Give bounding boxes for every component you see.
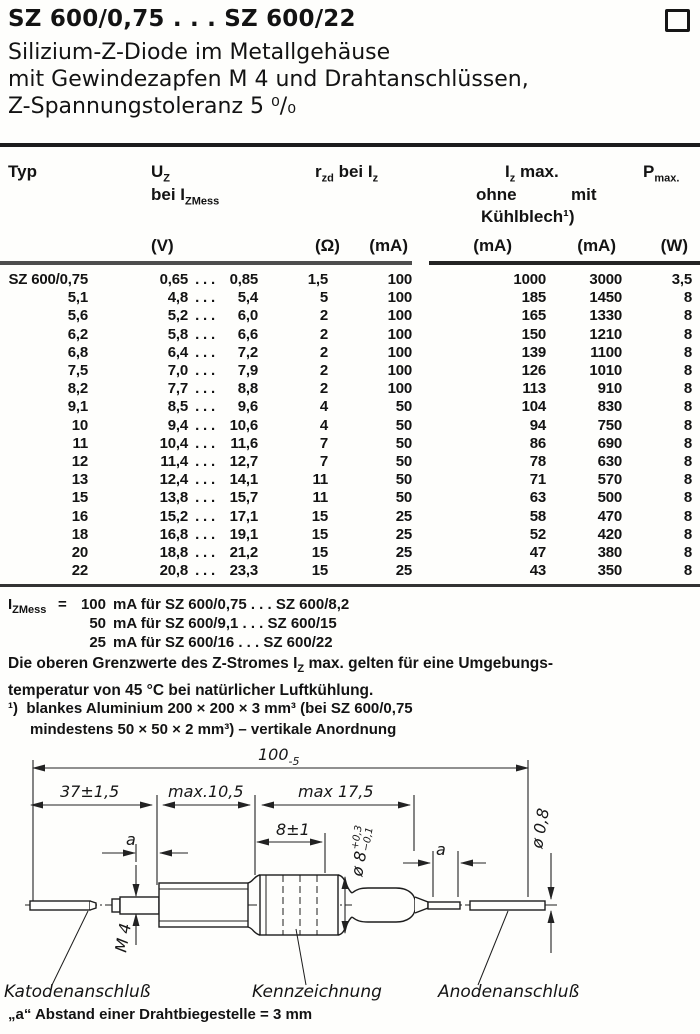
cell-dots: . . . xyxy=(195,362,215,380)
cell-mit: 470 xyxy=(597,507,622,525)
flare-top xyxy=(248,875,260,883)
device-outline xyxy=(25,875,560,935)
cell-typ: 10 xyxy=(71,416,88,434)
bead-body xyxy=(352,888,415,922)
cell-iz: 100 xyxy=(387,307,412,325)
cell-iz: 100 xyxy=(387,289,412,307)
cell-uz_min: 5,8 xyxy=(167,325,188,343)
divider-rule xyxy=(0,143,700,147)
unit-ohm: (Ω) xyxy=(315,236,340,255)
cell-mit: 1450 xyxy=(589,289,622,307)
cell-pmax: 8 xyxy=(683,343,692,361)
cell-pmax: 8 xyxy=(683,544,692,562)
table-row xyxy=(8,562,692,580)
bead-wire xyxy=(428,902,460,909)
cell-ohne: 71 xyxy=(529,471,546,489)
cell-pmax: 8 xyxy=(683,525,692,543)
col-uz-cond: bei $I_{ZMess}$ xyxy=(151,185,220,208)
stub-step xyxy=(112,899,120,912)
leader-anode xyxy=(478,911,508,985)
page-subtitle xyxy=(8,39,529,120)
cell-rzd: 5 xyxy=(319,289,328,307)
subtitle-line: Silizium-Z-Diode im Metallgehäuse xyxy=(8,40,391,65)
cell-uz_min: 7,0 xyxy=(167,362,188,380)
cell-uz_max: 15,7 xyxy=(229,489,258,507)
m4-label xyxy=(111,922,135,954)
dim-175-label: max 17,5 xyxy=(298,782,374,801)
cell-dots: . . . xyxy=(195,271,215,288)
col-rzd: $r_{zd}$ bei $I_z$ xyxy=(315,162,379,185)
cell-uz_max: 17,1 xyxy=(229,507,258,525)
cell-mit: 380 xyxy=(597,544,622,562)
table-body xyxy=(8,271,692,580)
dim-8-label: 8±1 xyxy=(276,820,310,839)
cell-iz: 100 xyxy=(387,271,412,288)
cell-dots: . . . xyxy=(195,562,215,580)
footnote-1: ¹) blankes Aluminium 200 × 200 × 3 mm³ (bei SZ 600/0,75 mindestens 50 × 50 × 2 mm³) – vertikale Anordnung xyxy=(8,700,413,738)
cell-dots: . . . xyxy=(195,289,215,307)
cell-uz_min: 10,4 xyxy=(159,434,188,452)
cell-uz_min: 12,4 xyxy=(159,471,188,489)
cell-ohne: 139 xyxy=(521,343,546,361)
cell-uz_min: 4,8 xyxy=(167,289,188,307)
thread-body xyxy=(159,883,248,927)
cell-mit: 830 xyxy=(597,398,622,416)
cell-uz_min: 9,4 xyxy=(167,416,188,434)
cell-typ: 12 xyxy=(71,453,88,471)
cell-iz: 25 xyxy=(395,525,412,543)
cell-typ: 16 xyxy=(71,507,88,525)
cell-typ: 20 xyxy=(71,544,88,562)
cell-dots: . . . xyxy=(195,489,215,507)
cell-uz_min: 6,4 xyxy=(167,343,188,361)
cell-typ: 7,5 xyxy=(67,362,88,380)
cell-rzd: 2 xyxy=(319,343,328,361)
izmess-label: $I_{ZMess}$ xyxy=(8,596,47,616)
package-drawing xyxy=(0,745,700,1005)
cell-dots: . . . xyxy=(195,544,215,562)
cell-rzd: 1,5 xyxy=(307,271,328,288)
cell-dots: . . . xyxy=(195,416,215,434)
cell-mit: 3000 xyxy=(589,271,622,288)
cell-pmax: 3,5 xyxy=(671,271,692,288)
cell-rzd: 15 xyxy=(311,562,328,580)
svg-text:ø 0,8: ø 0,8 xyxy=(527,806,553,850)
cell-uz_min: 15,2 xyxy=(159,507,188,525)
cell-uz_max: 8,8 xyxy=(237,380,258,398)
table-row xyxy=(8,435,692,453)
katode-label: Katodenanschluß xyxy=(4,982,151,1002)
wire-bend-note: „a“ Abstand einer Drahtbiegestelle = 3 mm xyxy=(8,1006,313,1023)
cell-typ: 9,1 xyxy=(67,398,88,416)
table-row xyxy=(8,453,692,471)
cell-ohne: 185 xyxy=(521,289,546,307)
izmess-line: = 100 mA für SZ 600/0,75 . . . SZ 600/8,2 xyxy=(58,596,350,613)
col-ohne: ohne xyxy=(476,185,517,204)
cell-iz: 50 xyxy=(395,453,412,471)
lead-tip xyxy=(90,901,96,910)
cell-typ: 8,2 xyxy=(67,380,88,398)
header-rule-left xyxy=(0,261,412,265)
limit-note: Die oberen Grenzwerte des Z-Stromes $I_Z$ max. gelten für eine Umgebungs- temperatur von 45 °C bei natürlicher Luftkühlung. xyxy=(8,655,554,700)
cell-typ: 13 xyxy=(71,471,88,489)
subtitle-line: mit Gewindezapfen M 4 und Drahtanschlüssen, xyxy=(8,67,529,92)
cell-ohne: 78 xyxy=(529,453,546,471)
bead-taper xyxy=(415,897,428,913)
cell-ohne: 58 xyxy=(529,507,546,525)
cell-rzd: 4 xyxy=(319,398,328,416)
svg-text:−0,1: −0,1 xyxy=(360,826,376,853)
cell-rzd: 2 xyxy=(319,380,328,398)
cell-uz_max: 19,1 xyxy=(229,525,258,543)
header-rule-right xyxy=(429,261,700,265)
cell-ohne: 150 xyxy=(521,325,546,343)
parameter-table xyxy=(8,271,692,580)
cell-iz: 25 xyxy=(395,544,412,562)
cell-dots: . . . xyxy=(195,453,215,471)
cell-rzd: 11 xyxy=(312,489,328,507)
cell-uz_min: 13,8 xyxy=(159,489,188,507)
cell-uz_max: 9,6 xyxy=(237,398,258,416)
cell-typ: 6,8 xyxy=(67,343,88,361)
cell-rzd: 7 xyxy=(319,453,328,471)
izmess-note xyxy=(8,595,349,652)
cell-typ: SZ 600/0,75 xyxy=(8,271,88,288)
table-bottom-rule xyxy=(0,584,700,587)
table-row xyxy=(8,289,692,307)
table-row xyxy=(8,307,692,325)
unit-v: (V) xyxy=(151,236,174,255)
cell-iz: 100 xyxy=(387,380,412,398)
table-row xyxy=(8,344,692,362)
unit-ma-mit: (mA) xyxy=(577,236,616,255)
table-row xyxy=(8,326,692,344)
cell-uz_max: 6,6 xyxy=(237,325,258,343)
cell-dots: . . . xyxy=(195,343,215,361)
cell-ohne: 52 xyxy=(529,525,546,543)
table-row xyxy=(8,362,692,380)
cell-pmax: 8 xyxy=(683,307,692,325)
col-typ: Typ xyxy=(8,162,37,181)
cell-rzd: 2 xyxy=(319,325,328,343)
col-kuehlblech: Kühlblech¹) xyxy=(481,207,575,226)
cell-ohne: 1000 xyxy=(513,271,546,288)
cell-uz_max: 23,3 xyxy=(229,562,258,580)
cell-dots: . . . xyxy=(195,398,215,416)
cell-ohne: 63 xyxy=(529,489,546,507)
cell-uz_max: 11,6 xyxy=(230,434,258,452)
cell-rzd: 15 xyxy=(311,544,328,562)
dia8-label xyxy=(345,825,376,879)
cell-rzd: 11 xyxy=(312,471,328,489)
cell-uz_max: 0,85 xyxy=(229,271,258,288)
corner-checkbox-icon xyxy=(665,9,690,32)
cell-pmax: 8 xyxy=(683,562,692,580)
cell-pmax: 8 xyxy=(683,471,692,489)
cell-rzd: 15 xyxy=(311,507,328,525)
cell-uz_min: 20,8 xyxy=(159,562,188,580)
cell-uz_max: 21,2 xyxy=(229,544,258,562)
unit-ma-iz: (mA) xyxy=(369,236,408,255)
cell-rzd: 15 xyxy=(311,525,328,543)
cell-uz_max: 12,7 xyxy=(229,453,258,471)
cell-uz_min: 7,7 xyxy=(167,380,188,398)
anode-label: Anodenanschluß xyxy=(438,982,580,1002)
cell-mit: 1210 xyxy=(589,325,622,343)
cell-ohne: 104 xyxy=(521,398,546,416)
cell-rzd: 4 xyxy=(319,416,328,434)
table-row xyxy=(8,380,692,398)
cell-dots: . . . xyxy=(195,471,215,489)
cell-uz_min: 5,2 xyxy=(167,307,188,325)
izmess-line: 25 mA für SZ 600/16 . . . SZ 600/22 xyxy=(89,634,333,651)
table-row xyxy=(8,508,692,526)
cell-uz_min: 18,8 xyxy=(159,544,188,562)
dim-overall-label: $100_{-5}$ xyxy=(258,745,300,768)
cell-dots: . . . xyxy=(195,380,215,398)
table-header xyxy=(0,152,700,262)
cell-iz: 50 xyxy=(395,398,412,416)
dia08-label xyxy=(527,807,553,851)
cell-pmax: 8 xyxy=(683,398,692,416)
col-mit: mit xyxy=(571,185,597,204)
cell-pmax: 8 xyxy=(683,453,692,471)
anode-lead xyxy=(470,901,545,910)
table-row xyxy=(8,544,692,562)
table-row xyxy=(8,398,692,416)
cell-uz_max: 7,9 xyxy=(237,362,258,380)
cell-typ: 5,1 xyxy=(67,289,88,307)
table-row xyxy=(8,417,692,435)
cell-mit: 1010 xyxy=(589,362,622,380)
col-izmax: $I_z$ max. xyxy=(505,162,559,185)
a-left-label: a xyxy=(126,830,136,849)
svg-text:ø 8: ø 8 xyxy=(347,849,371,878)
leader-katode xyxy=(52,911,88,985)
cell-uz_min: 0,65 xyxy=(159,271,188,288)
cell-ohne: 126 xyxy=(521,362,546,380)
cell-pmax: 8 xyxy=(683,380,692,398)
table-row xyxy=(8,271,692,289)
cell-dots: . . . xyxy=(195,307,215,325)
cell-typ: 6,2 xyxy=(67,325,88,343)
cell-pmax: 8 xyxy=(683,416,692,434)
cell-iz: 100 xyxy=(387,343,412,361)
cell-ohne: 47 xyxy=(529,544,546,562)
cell-mit: 750 xyxy=(597,416,622,434)
unit-ma-ohne: (mA) xyxy=(473,236,512,255)
cell-uz_max: 14,1 xyxy=(229,471,258,489)
cell-uz_min: 8,5 xyxy=(167,398,188,416)
leader-kenn xyxy=(296,929,306,985)
izmess-lines xyxy=(58,595,349,652)
cell-mit: 570 xyxy=(597,471,622,489)
svg-text:+0,3: +0,3 xyxy=(349,824,365,851)
cell-mit: 910 xyxy=(597,380,622,398)
cell-pmax: 8 xyxy=(683,489,692,507)
cell-mit: 1100 xyxy=(590,343,622,361)
cell-iz: 100 xyxy=(387,362,412,380)
cell-dots: . . . xyxy=(195,434,215,452)
table-row xyxy=(8,471,692,489)
cell-typ: 15 xyxy=(71,489,88,507)
cell-uz_max: 10,6 xyxy=(229,416,258,434)
a-right-label: a xyxy=(436,840,446,859)
cell-iz: 25 xyxy=(395,562,412,580)
cell-rzd: 2 xyxy=(319,307,328,325)
svg-text:M 4: M 4 xyxy=(111,921,135,954)
unit-w: (W) xyxy=(660,236,688,255)
col-uz: $U_Z$ xyxy=(151,162,171,185)
table-row xyxy=(8,526,692,544)
subtitle-line: Z-Spannungstoleranz 5 ⁰/₀ xyxy=(8,94,297,119)
cell-dots: . . . xyxy=(195,325,215,343)
cell-iz: 50 xyxy=(395,471,412,489)
cell-ohne: 165 xyxy=(521,307,546,325)
cell-iz: 50 xyxy=(395,416,412,434)
cell-iz: 50 xyxy=(395,434,412,452)
cell-rzd: 2 xyxy=(319,362,328,380)
cell-uz_max: 6,0 xyxy=(237,307,258,325)
col-pmax: $P_{max.}$ xyxy=(643,162,680,185)
cell-mit: 630 xyxy=(597,453,622,471)
dim-105-label: max.10,5 xyxy=(168,782,244,801)
m4-stub xyxy=(120,897,159,914)
cell-mit: 1330 xyxy=(589,307,622,325)
cell-typ: 11 xyxy=(72,434,88,452)
flare-bottom xyxy=(248,927,260,935)
cell-dots: . . . xyxy=(195,507,215,525)
cell-pmax: 8 xyxy=(683,325,692,343)
kennzeichnung-label: Kennzeichnung xyxy=(252,982,382,1002)
cell-pmax: 8 xyxy=(683,507,692,525)
izmess-line: 50 mA für SZ 600/9,1 . . . SZ 600/15 xyxy=(89,615,337,632)
page-title: SZ 600/0,75 . . . SZ 600/22 xyxy=(8,6,356,32)
cell-mit: 690 xyxy=(597,434,622,452)
cell-mit: 420 xyxy=(597,525,622,543)
cell-dots: . . . xyxy=(195,525,215,543)
cell-typ: 18 xyxy=(71,525,88,543)
cell-iz: 100 xyxy=(387,325,412,343)
cell-ohne: 43 xyxy=(529,562,546,580)
cell-ohne: 86 xyxy=(529,434,546,452)
cell-ohne: 94 xyxy=(529,416,546,434)
cell-pmax: 8 xyxy=(683,289,692,307)
cell-mit: 350 xyxy=(597,562,622,580)
cell-uz_max: 5,4 xyxy=(237,289,258,307)
cell-uz_min: 16,8 xyxy=(159,525,188,543)
katode-lead xyxy=(30,901,90,910)
cell-pmax: 8 xyxy=(683,362,692,380)
cell-ohne: 113 xyxy=(522,380,546,398)
dim-37-label: 37±1,5 xyxy=(60,782,120,801)
cell-rzd: 7 xyxy=(319,434,328,452)
cell-typ: 5,6 xyxy=(67,307,88,325)
case-body xyxy=(260,875,338,935)
cell-iz: 50 xyxy=(395,489,412,507)
cell-pmax: 8 xyxy=(683,434,692,452)
cell-uz_max: 7,2 xyxy=(237,343,258,361)
cell-uz_min: 11,4 xyxy=(160,453,188,471)
cell-mit: 500 xyxy=(597,489,622,507)
cell-typ: 22 xyxy=(71,562,88,580)
table-row xyxy=(8,489,692,507)
cell-iz: 25 xyxy=(395,507,412,525)
